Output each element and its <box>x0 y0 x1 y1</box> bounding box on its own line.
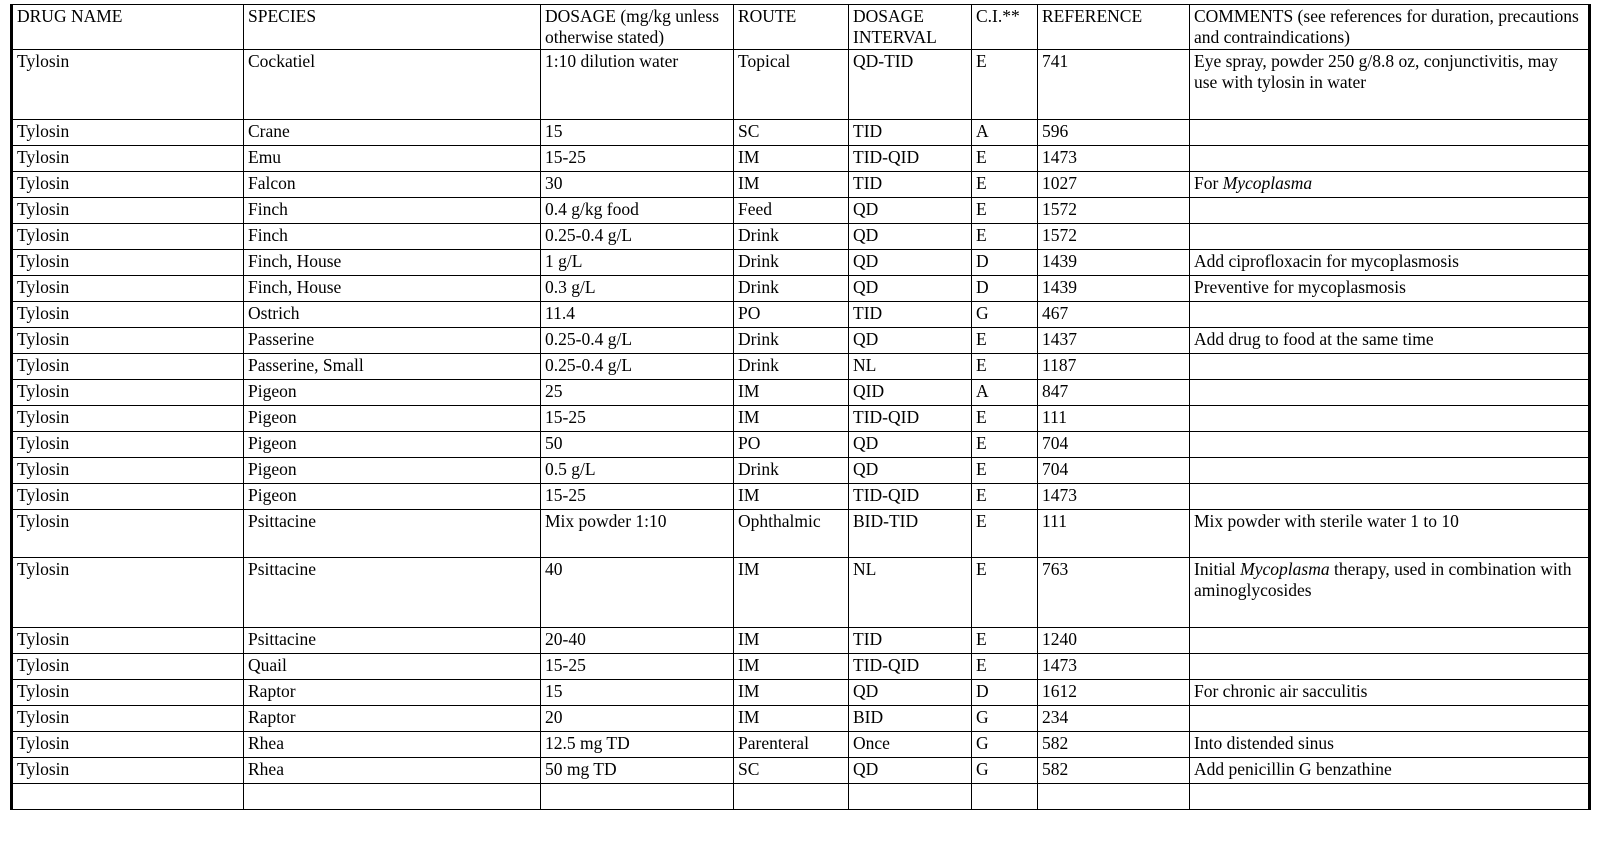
cell-species: Passerine <box>244 328 541 354</box>
cell-dosage: 1 g/L <box>541 250 734 276</box>
cell-dosage-interval: TID-QID <box>849 406 972 432</box>
cell-dosage-interval: TID-QID <box>849 484 972 510</box>
cell-drug-name: Tylosin <box>12 50 244 120</box>
cell-dosage: 15-25 <box>541 146 734 172</box>
cell-species: Cockatiel <box>244 50 541 120</box>
cell-drug-name: Tylosin <box>12 458 244 484</box>
cell-dosage-interval: QD <box>849 250 972 276</box>
cell-reference: 1612 <box>1038 680 1190 706</box>
cell-species: Raptor <box>244 706 541 732</box>
cell-route: IM <box>734 380 849 406</box>
cell-dosage-interval: Once <box>849 732 972 758</box>
table-row <box>12 198 1590 224</box>
cell-drug-name: Tylosin <box>12 328 244 354</box>
cell-reference <box>1038 784 1190 810</box>
cell-reference: 1187 <box>1038 354 1190 380</box>
cell-dosage: 50 <box>541 432 734 458</box>
column-header-route: ROUTE <box>734 5 849 50</box>
cell-route: Parenteral <box>734 732 849 758</box>
table-row <box>12 354 1590 380</box>
cell-species: Pigeon <box>244 484 541 510</box>
cell-drug-name: Tylosin <box>12 380 244 406</box>
cell-reference: 582 <box>1038 758 1190 784</box>
table-row <box>12 732 1590 758</box>
table-row <box>12 224 1590 250</box>
cell-dosage-interval: QD-TID <box>849 50 972 120</box>
cell-species: Pigeon <box>244 406 541 432</box>
table-row <box>12 146 1590 172</box>
cell-reference: 1437 <box>1038 328 1190 354</box>
cell-drug-name: Tylosin <box>12 758 244 784</box>
cell-route <box>734 784 849 810</box>
cell-species: Emu <box>244 146 541 172</box>
cell-dosage-interval: QD <box>849 328 972 354</box>
cell-dosage: 40 <box>541 558 734 628</box>
cell-reference: 1473 <box>1038 146 1190 172</box>
cell-dosage: 25 <box>541 380 734 406</box>
cell-dosage: 0.3 g/L <box>541 276 734 302</box>
cell-reference: 111 <box>1038 510 1190 558</box>
cell-species <box>244 784 541 810</box>
table-row <box>12 302 1590 328</box>
cell-species: Finch, House <box>244 250 541 276</box>
cell-dosage: 12.5 mg TD <box>541 732 734 758</box>
cell-dosage: 1:10 dilution water <box>541 50 734 120</box>
cell-reference: 704 <box>1038 458 1190 484</box>
table-row <box>12 628 1590 654</box>
cell-reference: 234 <box>1038 706 1190 732</box>
cell-dosage: 15-25 <box>541 484 734 510</box>
cell-ci: G <box>972 732 1038 758</box>
cell-route: Topical <box>734 50 849 120</box>
cell-route: PO <box>734 302 849 328</box>
cell-reference: 763 <box>1038 558 1190 628</box>
cell-dosage-interval: BID <box>849 706 972 732</box>
cell-reference: 1572 <box>1038 224 1190 250</box>
cell-drug-name: Tylosin <box>12 680 244 706</box>
cell-route: IM <box>734 484 849 510</box>
cell-species: Finch, House <box>244 276 541 302</box>
cell-dosage: 0.25-0.4 g/L <box>541 328 734 354</box>
cell-ci: D <box>972 680 1038 706</box>
cell-dosage-interval: TID-QID <box>849 146 972 172</box>
table-row <box>12 276 1590 302</box>
cell-ci: E <box>972 172 1038 198</box>
cell-ci: G <box>972 302 1038 328</box>
cell-ci: E <box>972 558 1038 628</box>
cell-comments <box>1190 784 1590 810</box>
cell-species: Psittacine <box>244 628 541 654</box>
table-header <box>12 5 1590 50</box>
cell-route: Drink <box>734 276 849 302</box>
column-header-comments: COMMENTS (see references for duration, precautions and contraindications) <box>1190 5 1590 50</box>
cell-drug-name: Tylosin <box>12 406 244 432</box>
cell-species: Ostrich <box>244 302 541 328</box>
cell-reference: 596 <box>1038 120 1190 146</box>
table-row <box>12 680 1590 706</box>
cell-comments: For chronic air sacculitis <box>1190 680 1590 706</box>
cell-route: SC <box>734 120 849 146</box>
cell-comments: Into distended sinus <box>1190 732 1590 758</box>
cell-ci: E <box>972 510 1038 558</box>
cell-drug-name: Tylosin <box>12 654 244 680</box>
cell-comments <box>1190 198 1590 224</box>
cell-comments <box>1190 224 1590 250</box>
cell-ci: E <box>972 484 1038 510</box>
cell-comments <box>1190 380 1590 406</box>
cell-dosage-interval: QD <box>849 224 972 250</box>
table-row <box>12 250 1590 276</box>
cell-dosage: Mix powder 1:10 <box>541 510 734 558</box>
cell-reference: 1240 <box>1038 628 1190 654</box>
cell-dosage: 11.4 <box>541 302 734 328</box>
column-header-dosage-interval: DOSAGE INTERVAL <box>849 5 972 50</box>
cell-reference: 1473 <box>1038 654 1190 680</box>
cell-comments: Initial Mycoplasma therapy, used in combination with aminoglycosides <box>1190 558 1590 628</box>
cell-ci: E <box>972 224 1038 250</box>
cell-route: IM <box>734 406 849 432</box>
table-row <box>12 654 1590 680</box>
cell-reference: 1439 <box>1038 250 1190 276</box>
table-row <box>12 706 1590 732</box>
table-body <box>12 50 1590 810</box>
cell-dosage-interval: NL <box>849 354 972 380</box>
cell-ci: G <box>972 758 1038 784</box>
cell-drug-name: Tylosin <box>12 706 244 732</box>
cell-drug-name: Tylosin <box>12 172 244 198</box>
cell-species: Pigeon <box>244 380 541 406</box>
cell-comments <box>1190 432 1590 458</box>
cell-comments <box>1190 706 1590 732</box>
cell-drug-name <box>12 784 244 810</box>
cell-dosage-interval: NL <box>849 558 972 628</box>
cell-reference: 847 <box>1038 380 1190 406</box>
cell-comments <box>1190 484 1590 510</box>
table-row <box>12 172 1590 198</box>
cell-species: Falcon <box>244 172 541 198</box>
cell-reference: 704 <box>1038 432 1190 458</box>
cell-ci: E <box>972 50 1038 120</box>
table-row <box>12 510 1590 558</box>
cell-comments <box>1190 628 1590 654</box>
cell-route: IM <box>734 558 849 628</box>
cell-dosage-interval: TID <box>849 172 972 198</box>
cell-reference: 1027 <box>1038 172 1190 198</box>
cell-drug-name: Tylosin <box>12 432 244 458</box>
cell-dosage <box>541 784 734 810</box>
cell-species: Psittacine <box>244 558 541 628</box>
cell-dosage-interval: TID <box>849 628 972 654</box>
cell-species: Raptor <box>244 680 541 706</box>
cell-species: Finch <box>244 198 541 224</box>
table-row <box>12 458 1590 484</box>
cell-reference: 1572 <box>1038 198 1190 224</box>
cell-route: IM <box>734 146 849 172</box>
table-row <box>12 380 1590 406</box>
cell-comments <box>1190 302 1590 328</box>
cell-dosage-interval: TID <box>849 302 972 328</box>
cell-ci: G <box>972 706 1038 732</box>
cell-dosage: 0.4 g/kg food <box>541 198 734 224</box>
cell-route: IM <box>734 654 849 680</box>
cell-reference: 1439 <box>1038 276 1190 302</box>
cell-drug-name: Tylosin <box>12 484 244 510</box>
cell-comments: Add drug to food at the same time <box>1190 328 1590 354</box>
table-row <box>12 558 1590 628</box>
table-row <box>12 484 1590 510</box>
cell-comments: Mix powder with sterile water 1 to 10 <box>1190 510 1590 558</box>
cell-route: Drink <box>734 458 849 484</box>
cell-drug-name: Tylosin <box>12 120 244 146</box>
cell-ci: D <box>972 250 1038 276</box>
cell-comments: Eye spray, powder 250 g/8.8 oz, conjunctivitis, may use with tylosin in water <box>1190 50 1590 120</box>
column-header-species: SPECIES <box>244 5 541 50</box>
cell-comments <box>1190 406 1590 432</box>
cell-comments <box>1190 120 1590 146</box>
cell-comments: Add penicillin G benzathine <box>1190 758 1590 784</box>
cell-ci: A <box>972 380 1038 406</box>
cell-dosage: 20-40 <box>541 628 734 654</box>
cell-route: Drink <box>734 224 849 250</box>
cell-ci: E <box>972 458 1038 484</box>
cell-ci: D <box>972 276 1038 302</box>
cell-drug-name: Tylosin <box>12 302 244 328</box>
cell-drug-name: Tylosin <box>12 354 244 380</box>
cell-ci: E <box>972 654 1038 680</box>
cell-comments <box>1190 458 1590 484</box>
cell-drug-name: Tylosin <box>12 628 244 654</box>
cell-drug-name: Tylosin <box>12 732 244 758</box>
cell-comments <box>1190 354 1590 380</box>
cell-reference: 1473 <box>1038 484 1190 510</box>
cell-drug-name: Tylosin <box>12 510 244 558</box>
table-header-row <box>12 5 1590 50</box>
cell-ci: E <box>972 354 1038 380</box>
cell-comments <box>1190 654 1590 680</box>
cell-dosage-interval: TID-QID <box>849 654 972 680</box>
table-row <box>12 328 1590 354</box>
table-row <box>12 784 1590 810</box>
cell-ci: E <box>972 328 1038 354</box>
cell-comments: For Mycoplasma <box>1190 172 1590 198</box>
cell-dosage-interval: QD <box>849 198 972 224</box>
table-row <box>12 50 1590 120</box>
cell-species: Rhea <box>244 758 541 784</box>
cell-dosage-interval: QD <box>849 758 972 784</box>
cell-dosage: 30 <box>541 172 734 198</box>
cell-dosage-interval: QID <box>849 380 972 406</box>
cell-route: Drink <box>734 250 849 276</box>
cell-drug-name: Tylosin <box>12 250 244 276</box>
table-row <box>12 120 1590 146</box>
cell-species: Rhea <box>244 732 541 758</box>
cell-route: Drink <box>734 328 849 354</box>
cell-species: Crane <box>244 120 541 146</box>
cell-species: Pigeon <box>244 458 541 484</box>
cell-dosage: 20 <box>541 706 734 732</box>
column-header-ci: C.I.** <box>972 5 1038 50</box>
cell-dosage-interval: BID-TID <box>849 510 972 558</box>
cell-dosage-interval: QD <box>849 276 972 302</box>
cell-ci <box>972 784 1038 810</box>
cell-ci: E <box>972 146 1038 172</box>
cell-route: IM <box>734 706 849 732</box>
column-header-drug-name: DRUG NAME <box>12 5 244 50</box>
cell-drug-name: Tylosin <box>12 558 244 628</box>
table-row <box>12 758 1590 784</box>
cell-dosage: 0.25-0.4 g/L <box>541 354 734 380</box>
cell-dosage: 50 mg TD <box>541 758 734 784</box>
table-row <box>12 406 1590 432</box>
cell-route: IM <box>734 680 849 706</box>
cell-comments: Add ciprofloxacin for mycoplasmosis <box>1190 250 1590 276</box>
cell-ci: E <box>972 406 1038 432</box>
cell-species: Finch <box>244 224 541 250</box>
cell-dosage: 15-25 <box>541 406 734 432</box>
cell-drug-name: Tylosin <box>12 224 244 250</box>
cell-species: Quail <box>244 654 541 680</box>
table-row <box>12 432 1590 458</box>
cell-species: Psittacine <box>244 510 541 558</box>
cell-dosage-interval <box>849 784 972 810</box>
cell-route: SC <box>734 758 849 784</box>
cell-comments: Preventive for mycoplasmosis <box>1190 276 1590 302</box>
cell-comments <box>1190 146 1590 172</box>
cell-drug-name: Tylosin <box>12 276 244 302</box>
cell-dosage-interval: TID <box>849 120 972 146</box>
cell-route: Drink <box>734 354 849 380</box>
cell-ci: E <box>972 198 1038 224</box>
cell-route: IM <box>734 628 849 654</box>
drug-dosage-table <box>10 4 1591 810</box>
cell-dosage-interval: QD <box>849 680 972 706</box>
cell-reference: 467 <box>1038 302 1190 328</box>
cell-ci: E <box>972 628 1038 654</box>
cell-reference: 741 <box>1038 50 1190 120</box>
cell-ci: A <box>972 120 1038 146</box>
cell-reference: 582 <box>1038 732 1190 758</box>
cell-ci: E <box>972 432 1038 458</box>
cell-reference: 111 <box>1038 406 1190 432</box>
cell-dosage: 15-25 <box>541 654 734 680</box>
cell-dosage: 0.25-0.4 g/L <box>541 224 734 250</box>
cell-drug-name: Tylosin <box>12 198 244 224</box>
cell-dosage-interval: QD <box>849 458 972 484</box>
cell-dosage: 0.5 g/L <box>541 458 734 484</box>
cell-route: Ophthalmic <box>734 510 849 558</box>
cell-dosage: 15 <box>541 120 734 146</box>
column-header-dosage: DOSAGE (mg/kg unless otherwise stated) <box>541 5 734 50</box>
cell-route: Feed <box>734 198 849 224</box>
cell-dosage: 15 <box>541 680 734 706</box>
cell-dosage-interval: QD <box>849 432 972 458</box>
cell-route: IM <box>734 172 849 198</box>
column-header-reference: REFERENCE <box>1038 5 1190 50</box>
cell-drug-name: Tylosin <box>12 146 244 172</box>
cell-species: Pigeon <box>244 432 541 458</box>
cell-species: Passerine, Small <box>244 354 541 380</box>
cell-route: PO <box>734 432 849 458</box>
